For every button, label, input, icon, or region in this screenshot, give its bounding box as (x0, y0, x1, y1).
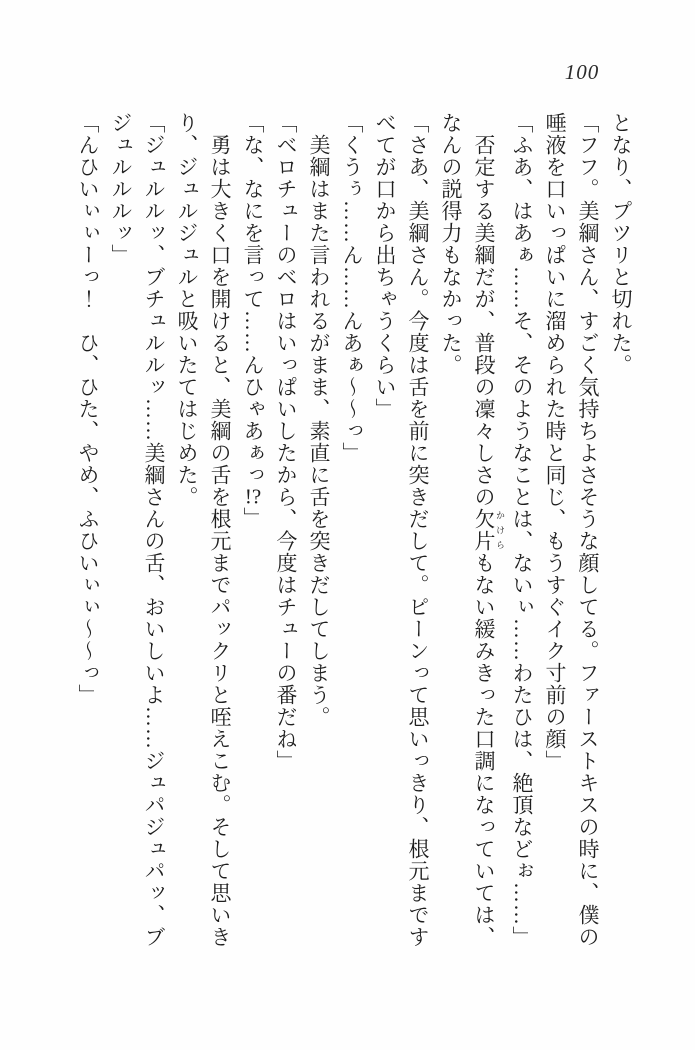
tate-chu-yoko: !? (244, 486, 262, 507)
text-column-3: 唾液を口いっぱいに溜められた時と同じ、もうすぐイク寸前の顔」 (543, 112, 567, 772)
text-column-4: 「ふあ、はあぁ……そ、そのようなことは、ないぃ……わたひは、絶頂などぉ……」 (510, 112, 534, 948)
text-column-12: 「な、なにを言って……んひゃあぁっ!?」 (241, 112, 265, 529)
ruby-annotation: 欠片 かけら (472, 508, 505, 552)
text-column-6: なんの説得力もなかった。 (439, 112, 463, 376)
text-column-2: 「フフ。美綱さん、すごく気持ちよさそうな顔してる。ファーストキスの時に、僕の (576, 112, 600, 948)
text-column-7: 「さあ、美綱さん。今度は舌を前に突きだして。ピーンって思いっきり、根元まです (406, 112, 430, 948)
text-column-16: ジュルルルッ」 (109, 112, 133, 266)
text-column-5: 否定する美綱だが、普段の凜々しさの欠片 かけらもない緩みきった口調になっていては、 (472, 134, 505, 948)
page-number: 100 (564, 60, 600, 84)
page-text (71, 112, 637, 954)
text-column-1: となり、プツリと切れた。 (609, 112, 633, 376)
text-column-9: 「くうぅ……ん……んあぁ～～っ」 (340, 112, 364, 464)
text-column-10: 美綱はまた言われるがまま、素直に舌を突きだしてしまう。 (307, 134, 331, 728)
text-column-17: 「んひいぃぃーっ！ ひ、ひた、やめ、ふひいぃぃ～～っ」 (76, 112, 100, 706)
text-column-15: 「ジュルルッ、ブチュルルッ……美綱さんの舌、おいしいよ……ジュパジュパッ、ブ (142, 112, 166, 948)
text-column-11: 「ベロチューのベロはいっぱいしたから、今度はチューの番だね」 (274, 112, 298, 772)
text-column-13: 勇は大きく口を開けると、美綱の舌を根元までパックリと咥えこむ。そして思いき (208, 134, 232, 948)
text-column-14: り、ジュルジュルと吸いたてはじめた。 (175, 112, 199, 508)
text-column-8: べてが口から出ちゃうくらい」 (373, 112, 397, 420)
